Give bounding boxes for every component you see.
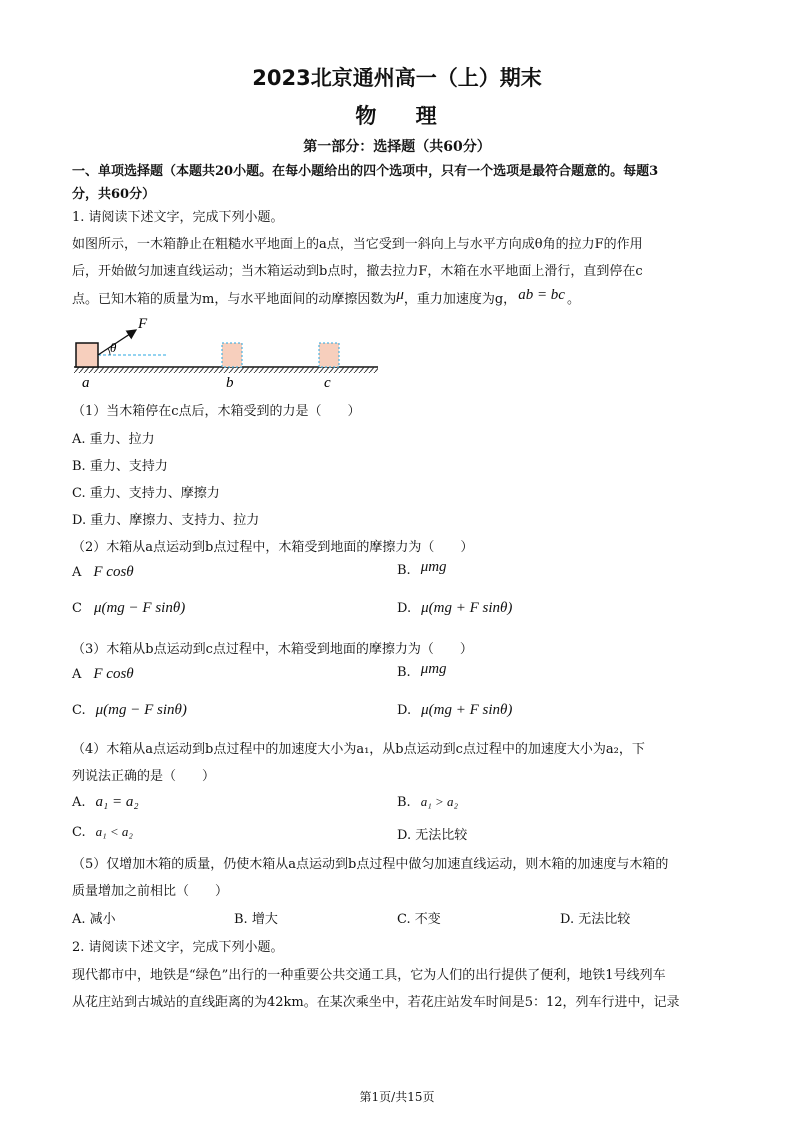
q1-paragraph-line1: 如图所示，一木箱静止在粗糙水平地面上的a点，当它受到一斜向上与水平方向成θ角的拉力F的作用 bbox=[72, 237, 643, 252]
q1-5-stem-line1: （5）仅增加木箱的质量，仍使木箱从a点运动到b点过程中做匀加速直线运动，则木箱的加速度与木箱的 bbox=[72, 857, 669, 872]
option-formula: μmg bbox=[420, 661, 447, 677]
q1-2-option-c bbox=[72, 600, 185, 617]
q2-paragraph-line2: 从花庄站到古城站的直线距离的为42km。在某次乘坐中，若花庄站发车时间是5：12，列车行进中，记录 bbox=[72, 995, 680, 1010]
q1-intro: 1. 请阅读下述文字，完成下列小题。 bbox=[72, 210, 284, 225]
q1-5-option-a: A. 减小 bbox=[72, 912, 116, 927]
box-at-c bbox=[319, 343, 339, 367]
q1-3-option-a bbox=[72, 666, 134, 683]
q1-3-option-d bbox=[397, 702, 512, 719]
q1-5-option-d: D. 无法比较 bbox=[560, 912, 631, 927]
option-formula: μ(mg + F sinθ) bbox=[421, 702, 513, 718]
option-label: C. bbox=[72, 703, 86, 718]
q1-4-option-d: D. 无法比较 bbox=[397, 828, 468, 843]
theta-label: θ bbox=[110, 340, 117, 355]
q1-5-option-c: C. 不变 bbox=[397, 912, 441, 927]
force-label: F bbox=[138, 316, 148, 332]
q1-1-option-d: D. 重力、摩擦力、支持力、拉力 bbox=[72, 513, 260, 528]
mu-symbol: μ bbox=[396, 287, 404, 303]
option-label: B. bbox=[397, 665, 411, 680]
q2-intro: 2. 请阅读下述文字，完成下列小题。 bbox=[72, 940, 284, 955]
point-a-label: a bbox=[82, 375, 90, 391]
part-heading: 第一部分：选择题（共60分） bbox=[303, 139, 491, 155]
point-c-label: c bbox=[324, 375, 331, 391]
option-label: C. bbox=[72, 825, 86, 840]
option-formula: μ(mg − F sinθ) bbox=[95, 702, 187, 718]
option-formula: a₁ < a₂ bbox=[95, 824, 133, 839]
option-label: A bbox=[72, 565, 82, 580]
option-label: A. bbox=[72, 795, 86, 810]
box-at-b bbox=[222, 343, 242, 367]
q1-paragraph-line3-c: 。 bbox=[566, 292, 580, 307]
q1-5-stem-line2: 质量增加之前相比（ ） bbox=[72, 884, 229, 899]
q1-1-option-a: A. 重力、拉力 bbox=[72, 432, 155, 447]
q1-4-option-c bbox=[72, 824, 133, 840]
option-formula: a₁ = a₂ bbox=[95, 794, 139, 810]
option-formula: μmg bbox=[420, 559, 447, 575]
q1-3-option-b bbox=[397, 661, 447, 681]
option-label: C bbox=[72, 601, 82, 616]
option-formula: μ(mg − F sinθ) bbox=[93, 600, 186, 616]
q1-paragraph-line2: 后，开始做匀加速直线运动；当木箱运动到b点时，撤去拉力F，木箱在水平地面上滑行，直到停在c bbox=[72, 264, 643, 279]
q2-paragraph-line1: 现代都市中，地铁是“绿色”出行的一种重要公共交通工具，它为人们的出行提供了便利，地铁1号线列车 bbox=[72, 968, 666, 983]
box-motion-figure bbox=[70, 312, 390, 392]
q1-4-option-a bbox=[72, 794, 139, 811]
option-label: B. bbox=[397, 563, 411, 578]
q1-2-stem: （2）木箱从a点运动到b点过程中，木箱受到地面的摩擦力为（ ） bbox=[72, 540, 474, 555]
force-arrow bbox=[98, 330, 136, 355]
exam-title: 2023北京通州高一（上）期末 bbox=[252, 66, 542, 90]
q1-4-stem-line2: 列说法正确的是（ ） bbox=[72, 769, 216, 784]
q1-paragraph-line3-a: 点。已知木箱的质量为m，与水平地面间的动摩擦因数为 bbox=[72, 292, 397, 307]
box-at-a bbox=[76, 343, 98, 367]
page-footer: 第1页/共15页 bbox=[359, 1090, 435, 1104]
ground-hatching bbox=[74, 367, 378, 373]
q1-2-option-d bbox=[397, 600, 512, 617]
option-label: B. bbox=[397, 795, 411, 810]
point-b-label: b bbox=[226, 375, 234, 391]
q1-1-option-b: B. 重力、支持力 bbox=[72, 459, 168, 474]
option-label: A bbox=[72, 667, 82, 682]
q1-1-stem: （1）当木箱停在c点后，木箱受到的力是（ ） bbox=[72, 404, 361, 419]
q1-2-option-b bbox=[397, 559, 447, 579]
option-formula: μ(mg + F sinθ) bbox=[421, 600, 513, 616]
option-label: D. bbox=[397, 601, 412, 616]
option-formula: F cosθ bbox=[93, 564, 134, 580]
q1-4-option-b bbox=[397, 794, 458, 810]
section-instructions-line1: 一、单项选择题（本题共20小题。在每小题给出的四个选项中，只有一个选项是最符合题意的。每题3 bbox=[72, 164, 659, 179]
ab-equals-bc: ab = bc bbox=[518, 287, 565, 303]
q1-3-stem: （3）木箱从b点运动到c点过程中，木箱受到地面的摩擦力为（ ） bbox=[72, 642, 473, 657]
option-formula: F cosθ bbox=[93, 666, 134, 682]
q1-paragraph-line3 bbox=[72, 288, 580, 308]
option-formula: a₁ > a₂ bbox=[420, 794, 458, 809]
q1-1-option-c: C. 重力、支持力、摩擦力 bbox=[72, 486, 220, 501]
q1-paragraph-line3-b: ，重力加速度为g， bbox=[403, 292, 517, 307]
q1-3-option-c bbox=[72, 702, 187, 719]
q1-5-option-b: B. 增大 bbox=[234, 912, 278, 927]
q1-4-stem-line1: （4）木箱从a点运动到b点过程中的加速度大小为a₁，从b点运动到c点过程中的加速度大小为a₂，下 bbox=[72, 742, 645, 757]
subject-title: 物 理 bbox=[355, 104, 439, 128]
q1-2-option-a bbox=[72, 564, 134, 581]
section-instructions-line2: 分，共60分） bbox=[72, 187, 156, 202]
option-label: D. bbox=[397, 703, 412, 718]
